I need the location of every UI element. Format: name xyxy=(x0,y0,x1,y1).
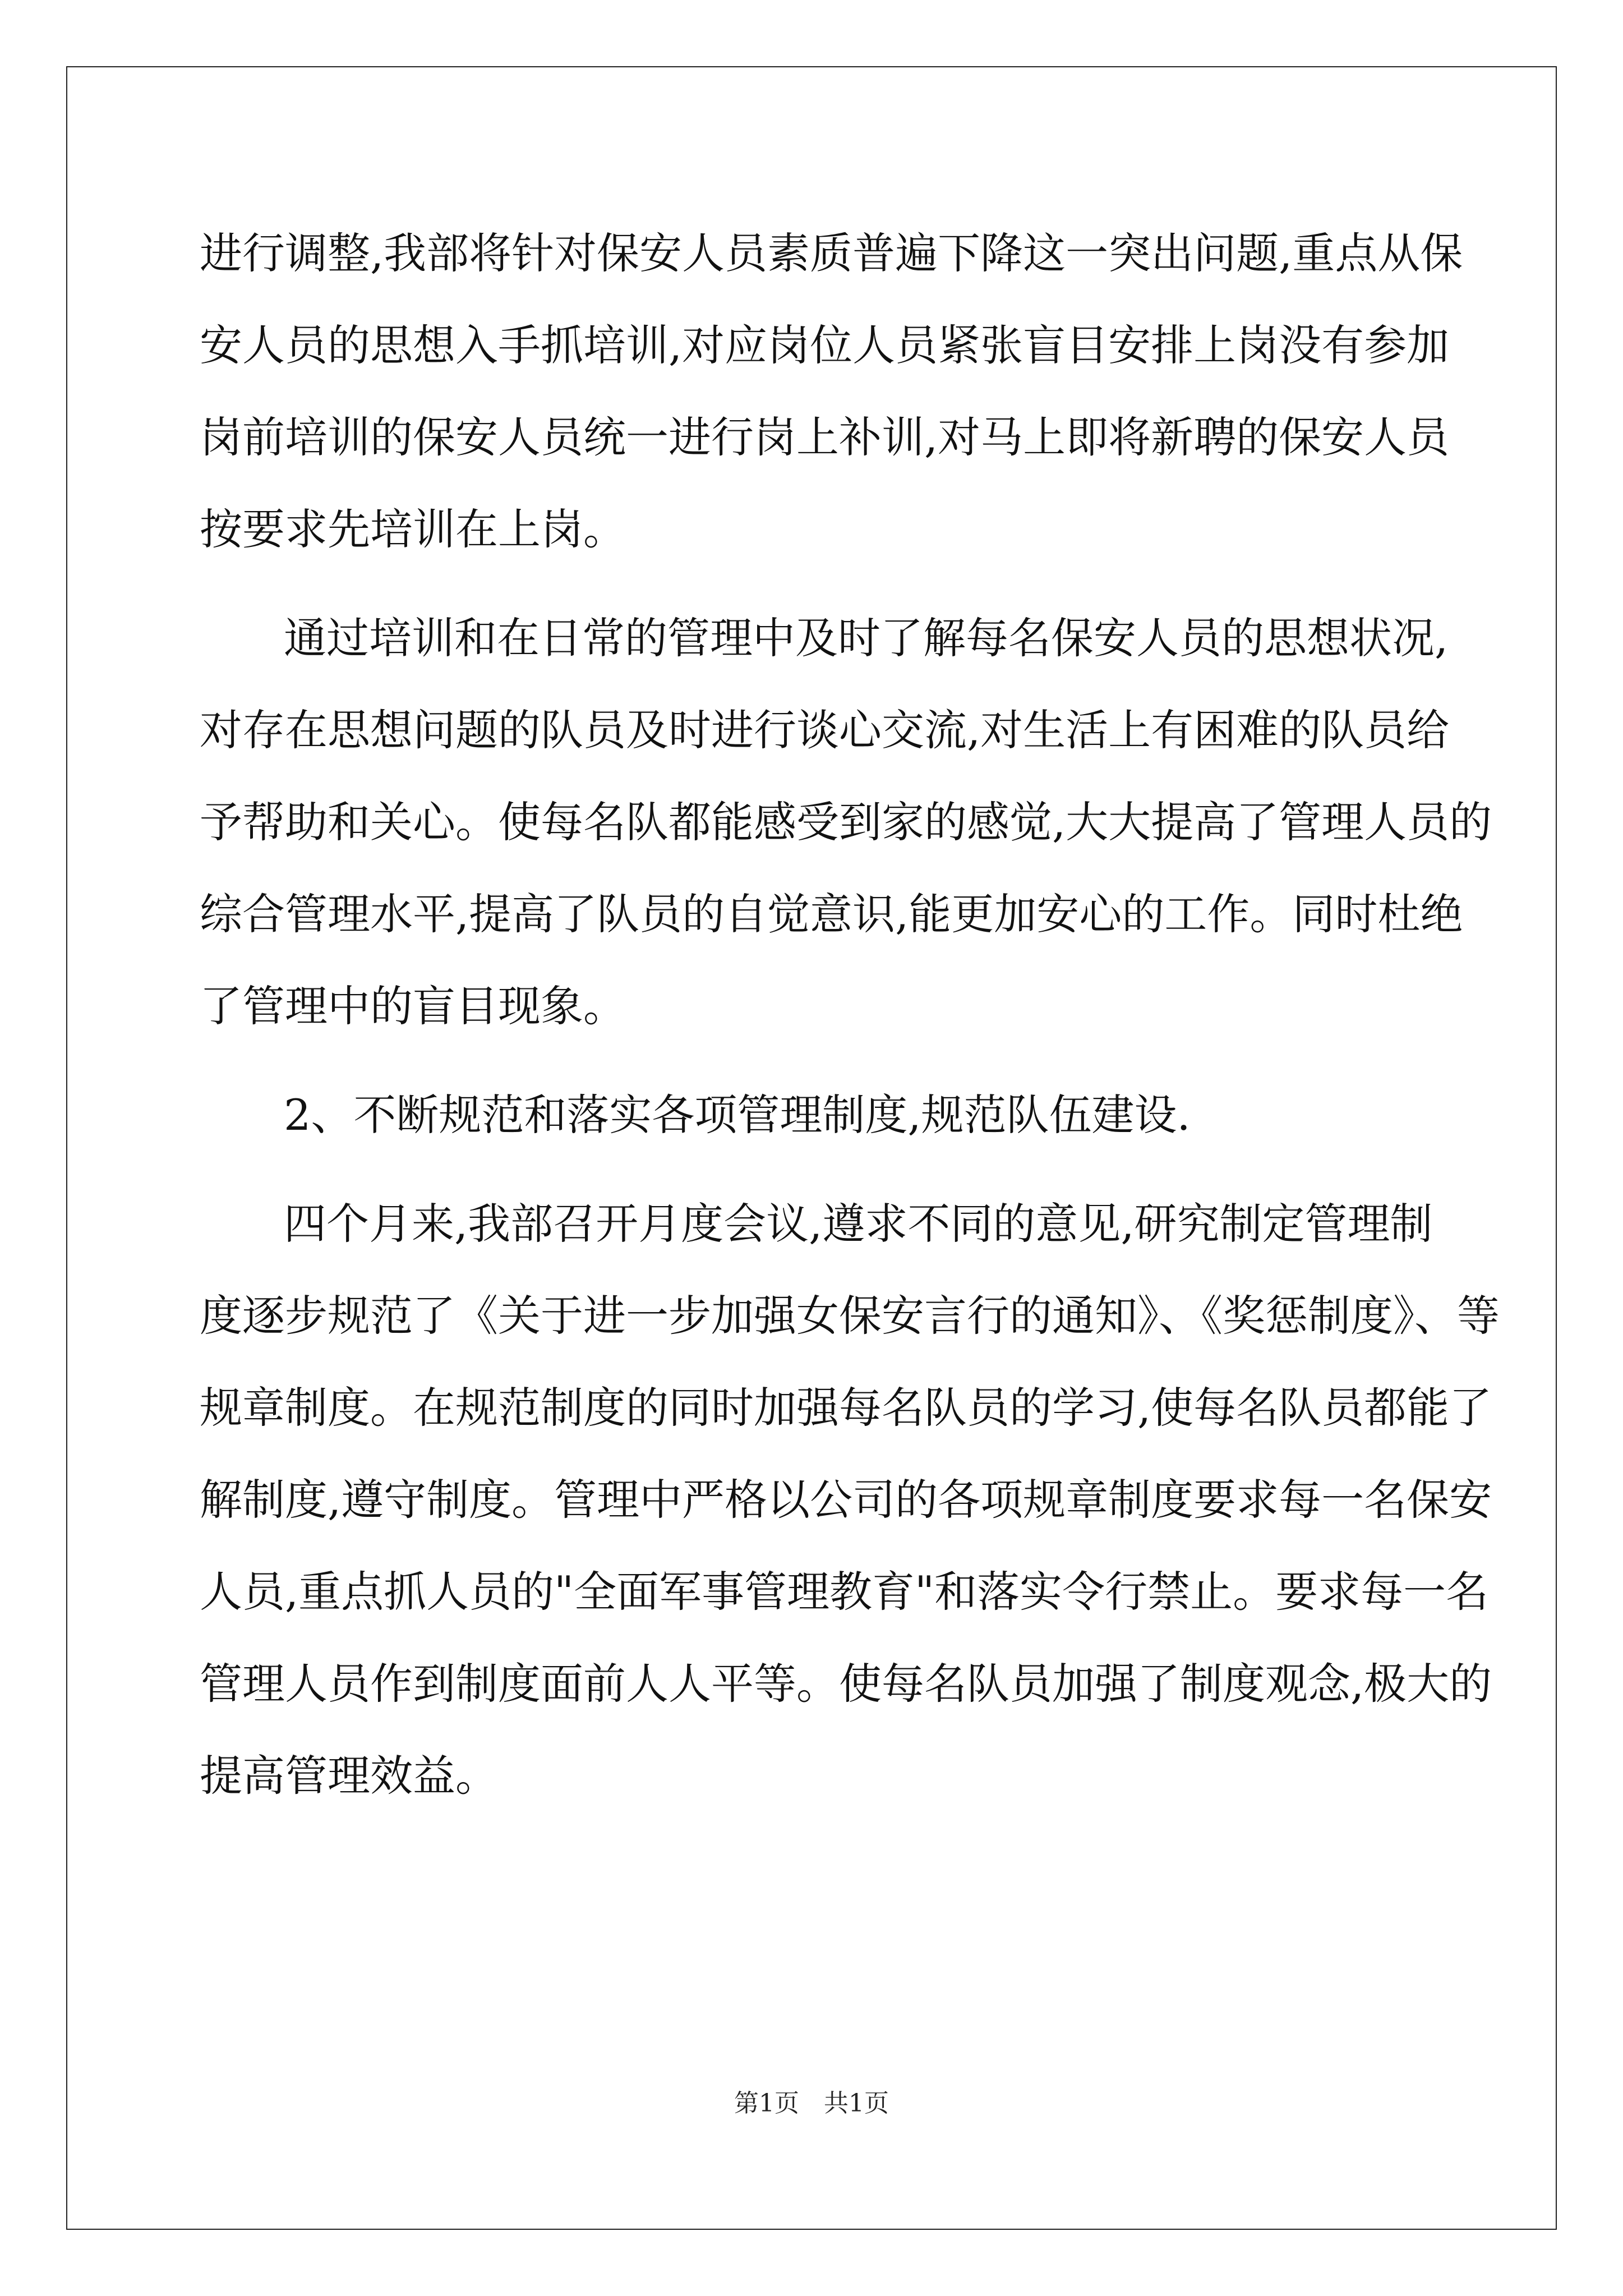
text-line: 进行调整,我部将针对保安人员素质普遍下降这一突出问题,重点从保 xyxy=(200,228,1463,278)
paragraph xyxy=(200,592,1492,1052)
text-line: 对存在思想问题的队员及时进行谈心交流,对生活上有困难的队员给 xyxy=(200,705,1450,755)
text-line: 度逐步规范了《关于进一步加强女保安言行的通知》、《奖惩制度》、等 xyxy=(200,1291,1500,1341)
text-line: 规章制度。在规范制度的同时加强每名队员的学习,使每名队员都能了 xyxy=(200,1383,1492,1433)
text-line: 了管理中的盲目现象。 xyxy=(200,981,626,1031)
paragraph xyxy=(200,1178,1500,1822)
text-line: 通过培训和在日常的管理中及时了解每名保安人员的思想状况, xyxy=(284,613,1449,663)
section-heading xyxy=(200,1069,1422,1161)
text-line: 人员,重点抓人员的"全面军事管理教育"和落实令行禁止。要求每一名 xyxy=(200,1567,1489,1617)
text-line: 2、不断规范和落实各项管理制度,规范队伍建设. xyxy=(284,1090,1191,1140)
text-line: 综合管理水平,提高了队员的自觉意识,能更加安心的工作。同时杜绝 xyxy=(200,889,1463,939)
text-line: 予帮助和关心。使每名队都能感受到家的感觉,大大提高了管理人员的 xyxy=(200,797,1492,847)
text-line: 按要求先培训在上岗。 xyxy=(200,504,626,554)
text-line: 岗前培训的保安人员统一进行岗上补训,对马上即将新聘的保安人员 xyxy=(200,412,1450,462)
document-body xyxy=(200,208,1500,1822)
text-line: 解制度,遵守制度。管理中严格以公司的各项规章制度要求每一名保安 xyxy=(200,1475,1492,1525)
text-line: 四个月来,我部召开月度会议,遵求不同的意见,研究制定管理制 xyxy=(284,1199,1433,1249)
text-line: 安人员的思想入手抓培训,对应岗位人员紧张盲目安排上岗没有参加 xyxy=(200,320,1450,370)
page-number-footer: 第1页 共1页 xyxy=(734,2089,889,2118)
paragraph xyxy=(200,208,1463,576)
text-line: 管理人员作到制度面前人人平等。使每名队员加强了制度观念,极大的 xyxy=(200,1659,1492,1709)
text-line: 提高管理效益。 xyxy=(200,1751,498,1801)
